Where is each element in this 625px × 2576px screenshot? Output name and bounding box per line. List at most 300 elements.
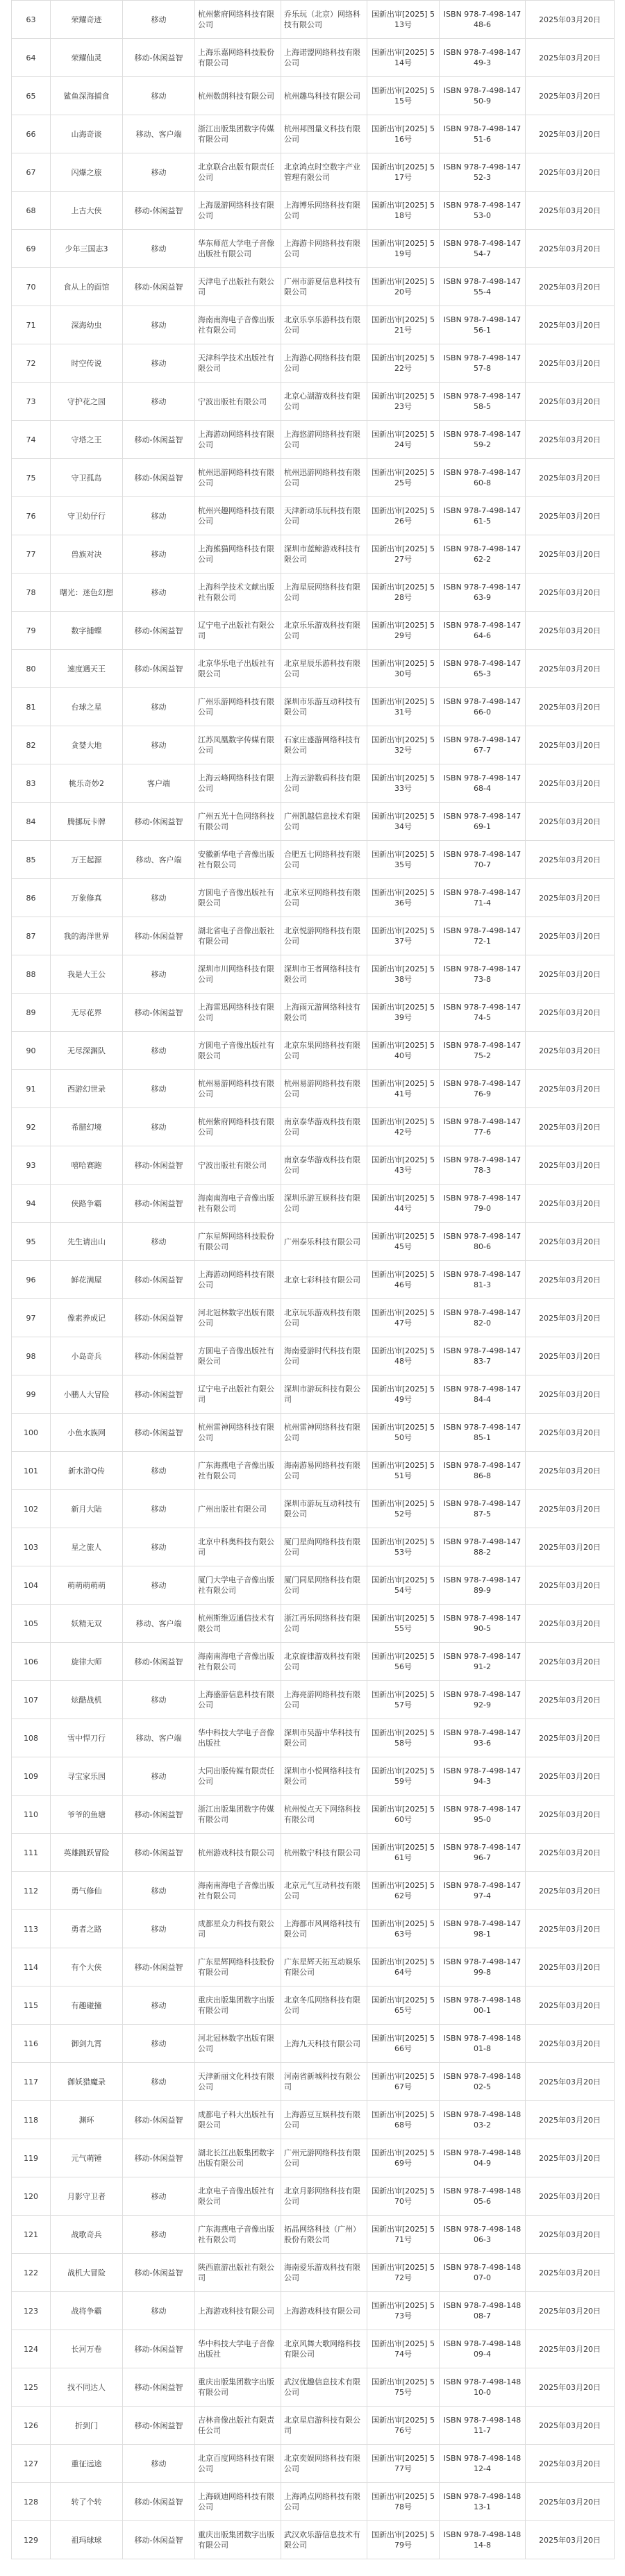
game-name-cell: 上古大侠 [51, 192, 123, 230]
category-cell: 移动-休闲益智 [123, 1414, 195, 1452]
approval-number-cell: 国新出审[2025] 566号 [367, 2025, 440, 2063]
operator-cell: 上海鸿点网络科技有限公司 [281, 2483, 367, 2521]
isbn-cell: ISBN 978-7-498-14756-1 [440, 306, 526, 344]
approval-date-cell: 2025年03月20日 [526, 574, 615, 612]
table-row [12, 1299, 615, 1337]
operator-cell: 广州元游网络科技有限公司 [281, 2139, 367, 2177]
table-row [12, 574, 615, 612]
approval-date-cell: 2025年03月20日 [526, 1452, 615, 1490]
operator-cell: 北京鸿点时空数字产业管理有限公司 [281, 153, 367, 192]
approval-number-cell: 国新出审[2025] 556号 [367, 1643, 440, 1681]
approval-date-cell: 2025年03月20日 [526, 459, 615, 497]
approval-date-cell: 2025年03月20日 [526, 2445, 615, 2483]
isbn-cell: ISBN 978-7-498-14777-6 [440, 1108, 526, 1146]
publisher-cell: 河北冠林数字出版有限公司 [195, 2025, 281, 2063]
game-name-cell: 万象修真 [51, 879, 123, 917]
isbn-cell: ISBN 978-7-498-14805-6 [440, 2177, 526, 2216]
game-name-cell: 侠路争霸 [51, 1185, 123, 1223]
row-number-cell: 85 [12, 841, 51, 879]
approval-number-cell: 国新出审[2025] 529号 [367, 612, 440, 650]
publisher-cell: 广东星辉网络科技股份有限公司 [195, 1223, 281, 1261]
operator-cell: 北京风舞大歌网络科技有限公司 [281, 2330, 367, 2368]
row-number-cell: 79 [12, 612, 51, 650]
table-row [12, 803, 615, 841]
operator-cell: 深圳市乐游互动科技有限公司 [281, 688, 367, 726]
approval-number-cell: 国新出审[2025] 546号 [367, 1261, 440, 1299]
publisher-cell: 上海硕迪网络科技有限公司 [195, 2483, 281, 2521]
row-number-cell: 72 [12, 344, 51, 383]
table-row [12, 77, 615, 115]
category-cell: 移动-休闲益智 [123, 803, 195, 841]
approval-number-cell: 国新出审[2025] 515号 [367, 77, 440, 115]
game-name-cell: 我是大王公 [51, 955, 123, 994]
approval-date-cell: 2025年03月20日 [526, 1414, 615, 1452]
approval-date-cell: 2025年03月20日 [526, 497, 615, 535]
row-number-cell: 122 [12, 2254, 51, 2292]
game-name-cell: 山海奇谈 [51, 115, 123, 153]
table-row [12, 1108, 615, 1146]
publisher-cell: 方圆电子音像出版社有限公司 [195, 1337, 281, 1375]
approval-number-cell: 国新出审[2025] 579号 [367, 2521, 440, 2559]
publisher-cell: 天津电子出版社有限公司 [195, 268, 281, 306]
isbn-cell: ISBN 978-7-498-14793-6 [440, 1719, 526, 1757]
publisher-cell: 杭州兴趣网络科技有限公司 [195, 497, 281, 535]
operator-cell: 深圳乐游互娱科技有限公司 [281, 1185, 367, 1223]
operator-cell: 北京月影网络科技有限公司 [281, 2177, 367, 2216]
table-row [12, 994, 615, 1032]
publisher-cell: 杭州游戏科技有限公司 [195, 1834, 281, 1872]
operator-cell: 南京泰华游戏科技有限公司 [281, 1108, 367, 1146]
game-name-cell: 雪中悍刀行 [51, 1719, 123, 1757]
approval-number-cell: 国新出审[2025] 576号 [367, 2407, 440, 2445]
publisher-cell: 陕西旅游出版社有限公司 [195, 2254, 281, 2292]
operator-cell: 武汉欢乐游信息技术有限公司 [281, 2521, 367, 2559]
isbn-cell: ISBN 978-7-498-14809-4 [440, 2330, 526, 2368]
table-row [12, 192, 615, 230]
category-cell: 移动 [123, 2177, 195, 2216]
approval-date-cell: 2025年03月20日 [526, 841, 615, 879]
table-row [12, 1796, 615, 1834]
publisher-cell: 方圆电子音像出版社有限公司 [195, 1032, 281, 1070]
category-cell: 移动-休闲益智 [123, 2368, 195, 2407]
approval-number-cell: 国新出审[2025] 549号 [367, 1375, 440, 1414]
table-row [12, 383, 615, 421]
approval-number-cell: 国新出审[2025] 525号 [367, 459, 440, 497]
isbn-cell: ISBN 978-7-498-14772-1 [440, 917, 526, 955]
game-name-cell: 守卫孤岛 [51, 459, 123, 497]
approval-number-cell: 国新出审[2025] 574号 [367, 2330, 440, 2368]
operator-cell: 北京旋律游戏科技有限公司 [281, 1643, 367, 1681]
table-row [12, 1605, 615, 1643]
game-name-cell: 转了个转 [51, 2483, 123, 2521]
approval-number-cell: 国新出审[2025] 564号 [367, 1948, 440, 1987]
isbn-cell: ISBN 978-7-498-14804-9 [440, 2139, 526, 2177]
approval-date-cell: 2025年03月20日 [526, 2521, 615, 2559]
table-row [12, 535, 615, 574]
operator-cell: 海南爱游时代科技有限公司 [281, 1337, 367, 1375]
category-cell: 移动-休闲益智 [123, 917, 195, 955]
approval-date-cell: 2025年03月20日 [526, 1261, 615, 1299]
operator-cell: 上海游卡网络科技有限公司 [281, 230, 367, 268]
game-name-cell: 先生请出山 [51, 1223, 123, 1261]
approval-date-cell: 2025年03月20日 [526, 764, 615, 803]
isbn-cell: ISBN 978-7-498-14759-2 [440, 421, 526, 459]
operator-cell: 杭州易游网络科技有限公司 [281, 1070, 367, 1108]
operator-cell: 上海悠游网络科技有限公司 [281, 421, 367, 459]
category-cell: 移动-休闲益智 [123, 2139, 195, 2177]
approval-number-cell: 国新出审[2025] 530号 [367, 650, 440, 688]
approval-number-cell: 国新出审[2025] 531号 [367, 688, 440, 726]
publisher-cell: 广东星辉网络科技股份有限公司 [195, 1948, 281, 1987]
operator-cell: 北京七彩科技有限公司 [281, 1261, 367, 1299]
game-name-cell: 勇气修仙 [51, 1872, 123, 1910]
category-cell: 移动-休闲益智 [123, 1375, 195, 1414]
table-row [12, 1948, 615, 1987]
approval-number-cell: 国新出审[2025] 572号 [367, 2254, 440, 2292]
category-cell: 移动 [123, 1566, 195, 1605]
approval-number-cell: 国新出审[2025] 532号 [367, 726, 440, 764]
approval-number-cell: 国新出审[2025] 541号 [367, 1070, 440, 1108]
game-name-cell: 折到门 [51, 2407, 123, 2445]
isbn-cell: ISBN 978-7-498-14799-8 [440, 1948, 526, 1987]
isbn-cell: ISBN 978-7-498-14776-9 [440, 1070, 526, 1108]
game-name-cell: 妖精无双 [51, 1605, 123, 1643]
game-name-cell: 台球之星 [51, 688, 123, 726]
row-number-cell: 117 [12, 2063, 51, 2101]
publisher-cell: 深圳市川网络科技有限公司 [195, 955, 281, 994]
row-number-cell: 73 [12, 383, 51, 421]
row-number-cell: 70 [12, 268, 51, 306]
game-name-cell: 御剑九霄 [51, 2025, 123, 2063]
isbn-cell: ISBN 978-7-498-14765-3 [440, 650, 526, 688]
game-name-cell: 少年三国志3 [51, 230, 123, 268]
isbn-cell: ISBN 978-7-498-14794-3 [440, 1757, 526, 1796]
approval-number-cell: 国新出审[2025] 557号 [367, 1681, 440, 1719]
category-cell: 移动-休闲益智 [123, 2101, 195, 2139]
approval-date-cell: 2025年03月20日 [526, 268, 615, 306]
row-number-cell: 105 [12, 1605, 51, 1643]
category-cell: 移动-休闲益智 [123, 994, 195, 1032]
isbn-cell: ISBN 978-7-498-14771-4 [440, 879, 526, 917]
table-row [12, 1185, 615, 1223]
row-number-cell: 110 [12, 1796, 51, 1834]
operator-cell: 南京泰华游戏科技有限公司 [281, 1146, 367, 1185]
row-number-cell: 111 [12, 1834, 51, 1872]
game-name-cell: 西游幻世录 [51, 1070, 123, 1108]
row-number-cell: 81 [12, 688, 51, 726]
category-cell: 移动 [123, 1070, 195, 1108]
approval-date-cell: 2025年03月20日 [526, 1185, 615, 1223]
approval-number-cell: 国新出审[2025] 545号 [367, 1223, 440, 1261]
row-number-cell: 103 [12, 1528, 51, 1566]
approval-date-cell: 2025年03月20日 [526, 2101, 615, 2139]
category-cell: 移动 [123, 1223, 195, 1261]
game-name-cell: 速度遇天王 [51, 650, 123, 688]
approval-date-cell: 2025年03月20日 [526, 1223, 615, 1261]
approval-number-cell: 国新出审[2025] 520号 [367, 268, 440, 306]
table-row [12, 2101, 615, 2139]
approval-date-cell: 2025年03月20日 [526, 77, 615, 115]
isbn-cell: ISBN 978-7-498-14787-5 [440, 1490, 526, 1528]
operator-cell: 深圳市游玩科技有限公司 [281, 1375, 367, 1414]
isbn-cell: ISBN 978-7-498-14792-9 [440, 1681, 526, 1719]
publisher-cell: 辽宁电子出版社有限公司 [195, 1375, 281, 1414]
approval-number-cell: 国新出审[2025] 542号 [367, 1108, 440, 1146]
isbn-cell: ISBN 978-7-498-14801-8 [440, 2025, 526, 2063]
table-row [12, 2330, 615, 2368]
category-cell: 移动-休闲益智 [123, 2407, 195, 2445]
game-name-cell: 战歌奇兵 [51, 2216, 123, 2254]
operator-cell: 海南游易网络科技有限公司 [281, 1452, 367, 1490]
table-row [12, 497, 615, 535]
isbn-cell: ISBN 978-7-498-14751-6 [440, 115, 526, 153]
approval-date-cell: 2025年03月20日 [526, 535, 615, 574]
row-number-cell: 77 [12, 535, 51, 574]
category-cell: 移动、客户端 [123, 841, 195, 879]
category-cell: 移动 [123, 2063, 195, 2101]
approval-date-cell: 2025年03月20日 [526, 650, 615, 688]
operator-cell: 北京悦游网络科技有限公司 [281, 917, 367, 955]
category-cell: 移动 [123, 1910, 195, 1948]
table-row [12, 2177, 615, 2216]
row-number-cell: 86 [12, 879, 51, 917]
operator-cell: 杭州迅游网络科技有限公司 [281, 459, 367, 497]
isbn-cell: ISBN 978-7-498-14803-2 [440, 2101, 526, 2139]
publisher-cell: 天津新丽文化科技有限公司 [195, 2063, 281, 2101]
isbn-cell: ISBN 978-7-498-14785-1 [440, 1414, 526, 1452]
approval-number-cell: 国新出审[2025] 577号 [367, 2445, 440, 2483]
table-row [12, 2139, 615, 2177]
category-cell: 移动-休闲益智 [123, 1261, 195, 1299]
game-name-cell: 兽族对决 [51, 535, 123, 574]
isbn-cell: ISBN 978-7-498-14773-8 [440, 955, 526, 994]
game-name-cell: 守卫幼仔行 [51, 497, 123, 535]
table-body [12, 1, 615, 2559]
operator-cell: 上海游豆互娱科技有限公司 [281, 2101, 367, 2139]
row-number-cell: 92 [12, 1108, 51, 1146]
row-number-cell: 96 [12, 1261, 51, 1299]
table-row [12, 153, 615, 192]
game-name-cell: 腾挪玩卡牌 [51, 803, 123, 841]
table-row [12, 1528, 615, 1566]
category-cell: 移动、客户端 [123, 1719, 195, 1757]
publisher-cell: 上海乐嘉网络科技股份有限公司 [195, 39, 281, 77]
game-name-cell: 星之旅人 [51, 1528, 123, 1566]
approval-number-cell: 国新出审[2025] 559号 [367, 1757, 440, 1796]
table-row [12, 421, 615, 459]
category-cell: 移动 [123, 1757, 195, 1796]
game-name-cell: 找不同达人 [51, 2368, 123, 2407]
publisher-cell: 大同出版传媒有限责任公司 [195, 1757, 281, 1796]
row-number-cell: 125 [12, 2368, 51, 2407]
approval-date-cell: 2025年03月20日 [526, 2025, 615, 2063]
isbn-cell: ISBN 978-7-498-14749-3 [440, 39, 526, 77]
approval-date-cell: 2025年03月20日 [526, 1070, 615, 1108]
publisher-cell: 上海游动网络科技有限公司 [195, 421, 281, 459]
isbn-cell: ISBN 978-7-498-14757-8 [440, 344, 526, 383]
table-row [12, 1910, 615, 1948]
publisher-cell: 上海盛游信息科技有限公司 [195, 1681, 281, 1719]
operator-cell: 杭州邦图量义科技有限公司 [281, 115, 367, 153]
row-number-cell: 88 [12, 955, 51, 994]
publisher-cell: 杭州紫府网络科技有限公司 [195, 1108, 281, 1146]
row-number-cell: 101 [12, 1452, 51, 1490]
table-row [12, 1452, 615, 1490]
approval-date-cell: 2025年03月20日 [526, 1337, 615, 1375]
approval-date-cell: 2025年03月20日 [526, 39, 615, 77]
category-cell: 移动-休闲益智 [123, 2521, 195, 2559]
category-cell: 移动 [123, 688, 195, 726]
table-row [12, 2025, 615, 2063]
approval-number-cell: 国新出审[2025] 560号 [367, 1796, 440, 1834]
approval-date-cell: 2025年03月20日 [526, 879, 615, 917]
approval-number-cell: 国新出审[2025] 540号 [367, 1032, 440, 1070]
isbn-cell: ISBN 978-7-498-14763-9 [440, 574, 526, 612]
approval-date-cell: 2025年03月20日 [526, 1987, 615, 2025]
approval-date-cell: 2025年03月20日 [526, 917, 615, 955]
approval-number-cell: 国新出审[2025] 543号 [367, 1146, 440, 1185]
table-row [12, 268, 615, 306]
operator-cell: 北京心湖游戏科技有限公司 [281, 383, 367, 421]
row-number-cell: 94 [12, 1185, 51, 1223]
approval-date-cell: 2025年03月20日 [526, 1490, 615, 1528]
game-name-cell: 深海幼虫 [51, 306, 123, 344]
game-name-cell: 萌萌萌萌萌 [51, 1566, 123, 1605]
operator-cell: 河南省新城科技有限公司 [281, 2063, 367, 2101]
operator-cell: 武汉优趣信息技术有限公司 [281, 2368, 367, 2407]
isbn-cell: ISBN 978-7-498-14767-7 [440, 726, 526, 764]
category-cell: 移动-休闲益智 [123, 1796, 195, 1834]
approval-number-cell: 国新出审[2025] 558号 [367, 1719, 440, 1757]
publisher-cell: 广州乐游网络科技有限公司 [195, 688, 281, 726]
approval-date-cell: 2025年03月20日 [526, 1566, 615, 1605]
game-name-cell: 御妖猎魔录 [51, 2063, 123, 2101]
approval-date-cell: 2025年03月20日 [526, 1146, 615, 1185]
category-cell: 移动 [123, 879, 195, 917]
category-cell: 移动-休闲益智 [123, 268, 195, 306]
approval-date-cell: 2025年03月20日 [526, 1719, 615, 1757]
row-number-cell: 109 [12, 1757, 51, 1796]
row-number-cell: 84 [12, 803, 51, 841]
table-row [12, 230, 615, 268]
publisher-cell: 湖北省电子音像出版社有限公司 [195, 917, 281, 955]
approval-date-cell: 2025年03月20日 [526, 803, 615, 841]
operator-cell: 厦门星尚网络科技有限公司 [281, 1528, 367, 1566]
table-row [12, 1146, 615, 1185]
publisher-cell: 北京华乐电子出版社有限公司 [195, 650, 281, 688]
game-name-cell: 爷爷的鱼塘 [51, 1796, 123, 1834]
row-number-cell: 126 [12, 2407, 51, 2445]
operator-cell: 广州凯越信息技术有限公司 [281, 803, 367, 841]
approval-date-cell: 2025年03月20日 [526, 1872, 615, 1910]
game-name-cell: 像素养成记 [51, 1299, 123, 1337]
operator-cell: 广州泰乐科技有限公司 [281, 1223, 367, 1261]
publisher-cell: 天津科学技术出版社有限公司 [195, 344, 281, 383]
operator-cell: 天津新动乐玩科技有限公司 [281, 497, 367, 535]
game-name-cell: 祖玛球球 [51, 2521, 123, 2559]
table-row [12, 115, 615, 153]
operator-cell: 北京乐享乐游科技有限公司 [281, 306, 367, 344]
table-row [12, 1070, 615, 1108]
operator-cell: 上海诺盟网络科技有限公司 [281, 39, 367, 77]
publisher-cell: 上海科学技术文献出版社有限公司 [195, 574, 281, 612]
game-name-cell: 新月大陆 [51, 1490, 123, 1528]
isbn-cell: ISBN 978-7-498-14814-8 [440, 2521, 526, 2559]
row-number-cell: 66 [12, 115, 51, 153]
publisher-cell: 湖北长江出版集团数字出版有限公司 [195, 2139, 281, 2177]
approval-date-cell: 2025年03月20日 [526, 230, 615, 268]
row-number-cell: 123 [12, 2292, 51, 2330]
category-cell: 移动-休闲益智 [123, 192, 195, 230]
isbn-cell: ISBN 978-7-498-14789-9 [440, 1566, 526, 1605]
row-number-cell: 115 [12, 1987, 51, 2025]
approval-date-cell: 2025年03月20日 [526, 1108, 615, 1146]
table-row [12, 2254, 615, 2292]
approval-number-cell: 国新出审[2025] 528号 [367, 574, 440, 612]
table-row [12, 2445, 615, 2483]
isbn-cell: ISBN 978-7-498-14790-5 [440, 1605, 526, 1643]
row-number-cell: 64 [12, 39, 51, 77]
operator-cell: 乔乐玩（北京）网络科技有限公司 [281, 1, 367, 39]
publisher-cell: 杭州紫府网络科技有限公司 [195, 1, 281, 39]
publisher-cell: 北京联合出版有限责任公司 [195, 153, 281, 192]
row-number-cell: 63 [12, 1, 51, 39]
publisher-cell: 安徽新华电子音像出版社有限公司 [195, 841, 281, 879]
approval-date-cell: 2025年03月20日 [526, 2407, 615, 2445]
isbn-cell: ISBN 978-7-498-14761-5 [440, 497, 526, 535]
operator-cell: 北京米豆网络科技有限公司 [281, 879, 367, 917]
operator-cell: 北京玩乐游戏科技有限公司 [281, 1299, 367, 1337]
publisher-cell: 重庆出版集团数字出版有限公司 [195, 2368, 281, 2407]
approval-date-cell: 2025年03月20日 [526, 2254, 615, 2292]
category-cell: 客户端 [123, 764, 195, 803]
approval-number-cell: 国新出审[2025] 561号 [367, 1834, 440, 1872]
game-name-cell: 我的海洋世界 [51, 917, 123, 955]
approval-number-cell: 国新出审[2025] 571号 [367, 2216, 440, 2254]
table-row [12, 1643, 615, 1681]
category-cell: 移动-休闲益智 [123, 1337, 195, 1375]
isbn-cell: ISBN 978-7-498-14808-7 [440, 2292, 526, 2330]
isbn-cell: ISBN 978-7-498-14798-1 [440, 1910, 526, 1948]
operator-cell: 上海星辰网络科技有限公司 [281, 574, 367, 612]
isbn-cell: ISBN 978-7-498-14810-0 [440, 2368, 526, 2407]
isbn-cell: ISBN 978-7-498-14811-7 [440, 2407, 526, 2445]
row-number-cell: 102 [12, 1490, 51, 1528]
operator-cell: 北京东果网络科技有限公司 [281, 1032, 367, 1070]
isbn-cell: ISBN 978-7-498-14791-2 [440, 1643, 526, 1681]
approval-date-cell: 2025年03月20日 [526, 2292, 615, 2330]
row-number-cell: 124 [12, 2330, 51, 2368]
approval-date-cell: 2025年03月20日 [526, 2177, 615, 2216]
publisher-cell: 杭州迅游网络科技有限公司 [195, 459, 281, 497]
approval-number-cell: 国新出审[2025] 555号 [367, 1605, 440, 1643]
approval-number-cell: 国新出审[2025] 567号 [367, 2063, 440, 2101]
operator-cell: 上海雨元游网络科技有限公司 [281, 994, 367, 1032]
approval-number-cell: 国新出审[2025] 552号 [367, 1490, 440, 1528]
approval-number-cell: 国新出审[2025] 570号 [367, 2177, 440, 2216]
approval-number-cell: 国新出审[2025] 573号 [367, 2292, 440, 2330]
isbn-cell: ISBN 978-7-498-14781-3 [440, 1261, 526, 1299]
row-number-cell: 128 [12, 2483, 51, 2521]
row-number-cell: 83 [12, 764, 51, 803]
publisher-cell: 重庆出版集团数字出版有限公司 [195, 1987, 281, 2025]
category-cell: 移动 [123, 1490, 195, 1528]
category-cell: 移动-休闲益智 [123, 2330, 195, 2368]
publisher-cell: 海南南海电子音像出版社有限公司 [195, 1185, 281, 1223]
game-name-cell: 重征远途 [51, 2445, 123, 2483]
category-cell: 移动 [123, 497, 195, 535]
approval-number-cell: 国新出审[2025] 526号 [367, 497, 440, 535]
